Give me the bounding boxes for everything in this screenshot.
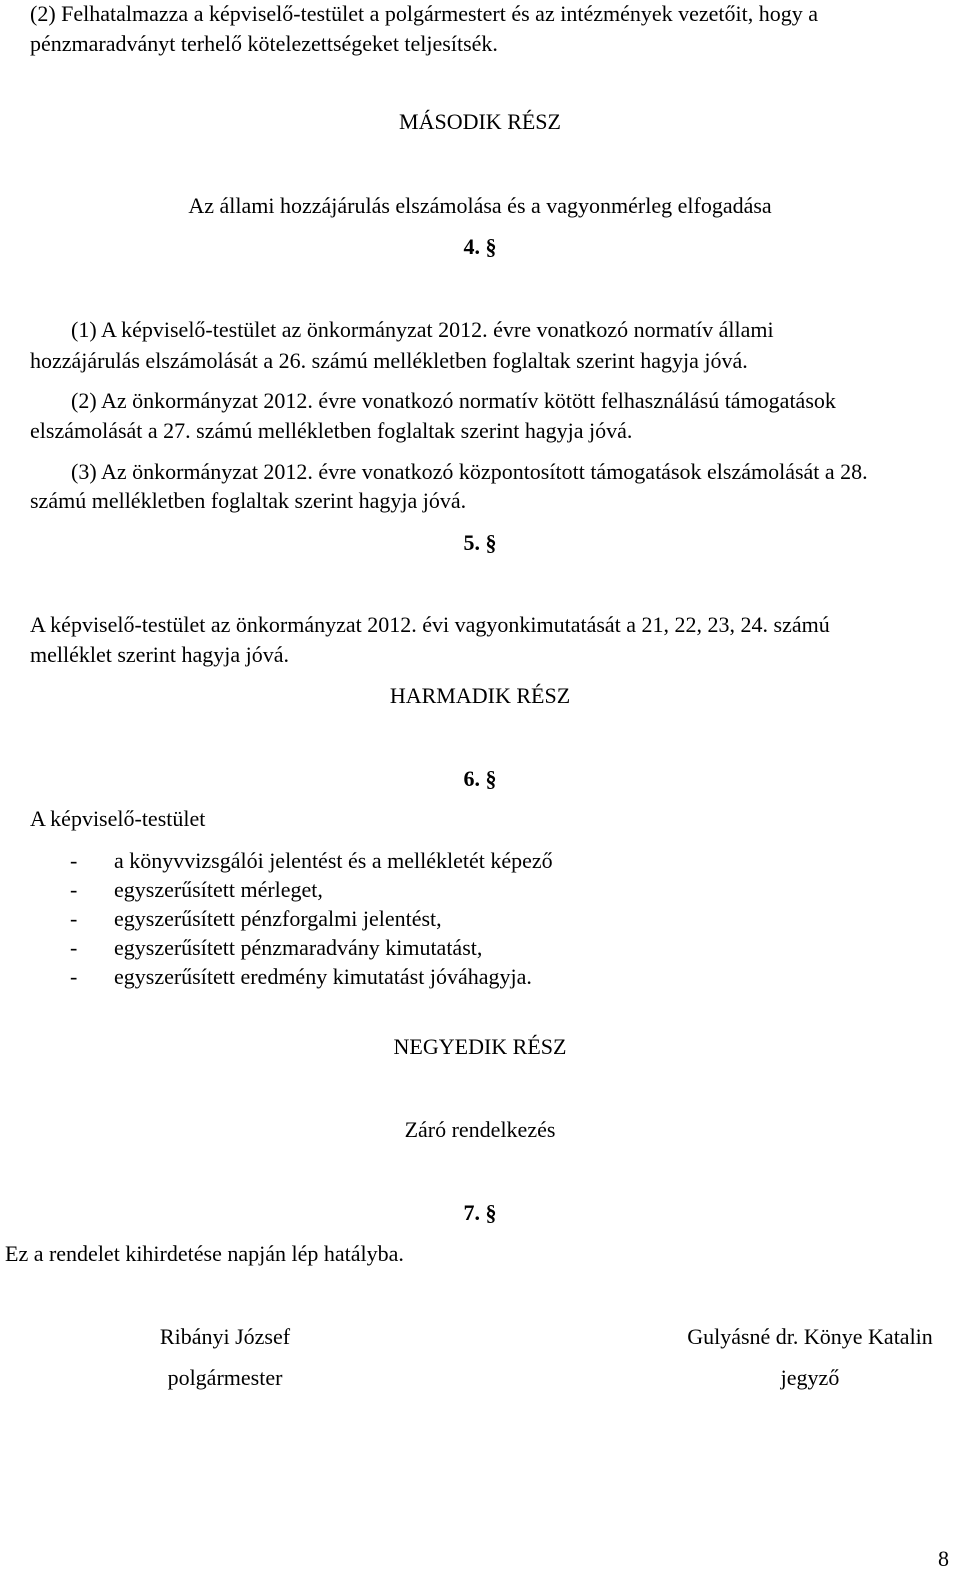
- list-dash: -: [70, 935, 78, 960]
- paragraph-line: (3) Az önkormányzat 2012. évre vonatkozó központosított támogatások elszámolását a 28.: [71, 459, 868, 484]
- paragraph-line: A képviselő-testület az önkormányzat 2012. évi vagyonkimutatását a 21, 22, 23, 24. számú: [30, 612, 830, 637]
- list-item: egyszerűsített pénzmaradvány kimutatást,: [114, 935, 483, 960]
- section-title: 4. §: [463, 234, 497, 259]
- paragraph-line: (2) Az önkormányzat 2012. évre vonatkozó normatív kötött felhasználású támogatások: [71, 388, 836, 413]
- paragraph-line: A képviselő-testület: [30, 806, 206, 831]
- paragraph-line: melléklet szerint hagyja jóvá.: [30, 642, 290, 667]
- section-title: 5. §: [463, 530, 497, 555]
- signatory-title-right: jegyző: [780, 1365, 840, 1390]
- list-dash: -: [70, 964, 78, 989]
- paragraph-line: hozzájárulás elszámolását a 26. számú mellékletben foglaltak szerint hagyja jóvá.: [30, 348, 748, 373]
- part-heading: NEGYEDIK RÉSZ: [393, 1034, 567, 1059]
- paragraph-line: elszámolását a 27. számú mellékletben foglaltak szerint hagyja jóvá.: [30, 418, 633, 443]
- signatory-name-left: Ribányi József: [159, 1324, 291, 1349]
- part-heading: MÁSODIK RÉSZ: [399, 109, 561, 134]
- list-item: egyszerűsített pénzforgalmi jelentést,: [114, 906, 442, 931]
- paragraph-line: pénzmaradványt terhelő kötelezettségeket teljesítsék.: [30, 31, 498, 56]
- paragraph-line: (2) Felhatalmazza a képviselő-testület a polgármestert és az intézmények vezetőit, hogy a: [30, 1, 819, 26]
- list-dash: -: [70, 877, 78, 902]
- page-number: 8: [938, 1546, 949, 1571]
- list-item: egyszerűsített mérleget,: [114, 877, 323, 902]
- part-heading: HARMADIK RÉSZ: [389, 683, 571, 708]
- paragraph-line: (1) A képviselő-testület az önkormányzat 2012. évre vonatkozó normatív állami: [71, 317, 774, 342]
- signatory-name-right: Gulyásné dr. Könye Katalin: [687, 1324, 933, 1349]
- part-subheading: Az állami hozzájárulás elszámolása és a vagyonmérleg elfogadása: [188, 193, 772, 218]
- paragraph-line: számú mellékletben foglaltak szerint hagyja jóvá.: [30, 488, 467, 513]
- section-title: 6. §: [463, 766, 497, 791]
- signatory-title-left: polgármester: [167, 1365, 283, 1390]
- paragraph-line: Ez a rendelet kihirdetése napján lép hatályba.: [5, 1241, 404, 1266]
- list-item: egyszerűsített eredmény kimutatást jóváhagyja.: [114, 964, 532, 989]
- list-item: a könyvvizsgálói jelentést és a mellékletét képező: [114, 848, 553, 873]
- list-dash: -: [70, 848, 78, 873]
- part-subheading: Záró rendelkezés: [404, 1117, 556, 1142]
- list-dash: -: [70, 906, 78, 931]
- section-title: 7. §: [463, 1200, 497, 1225]
